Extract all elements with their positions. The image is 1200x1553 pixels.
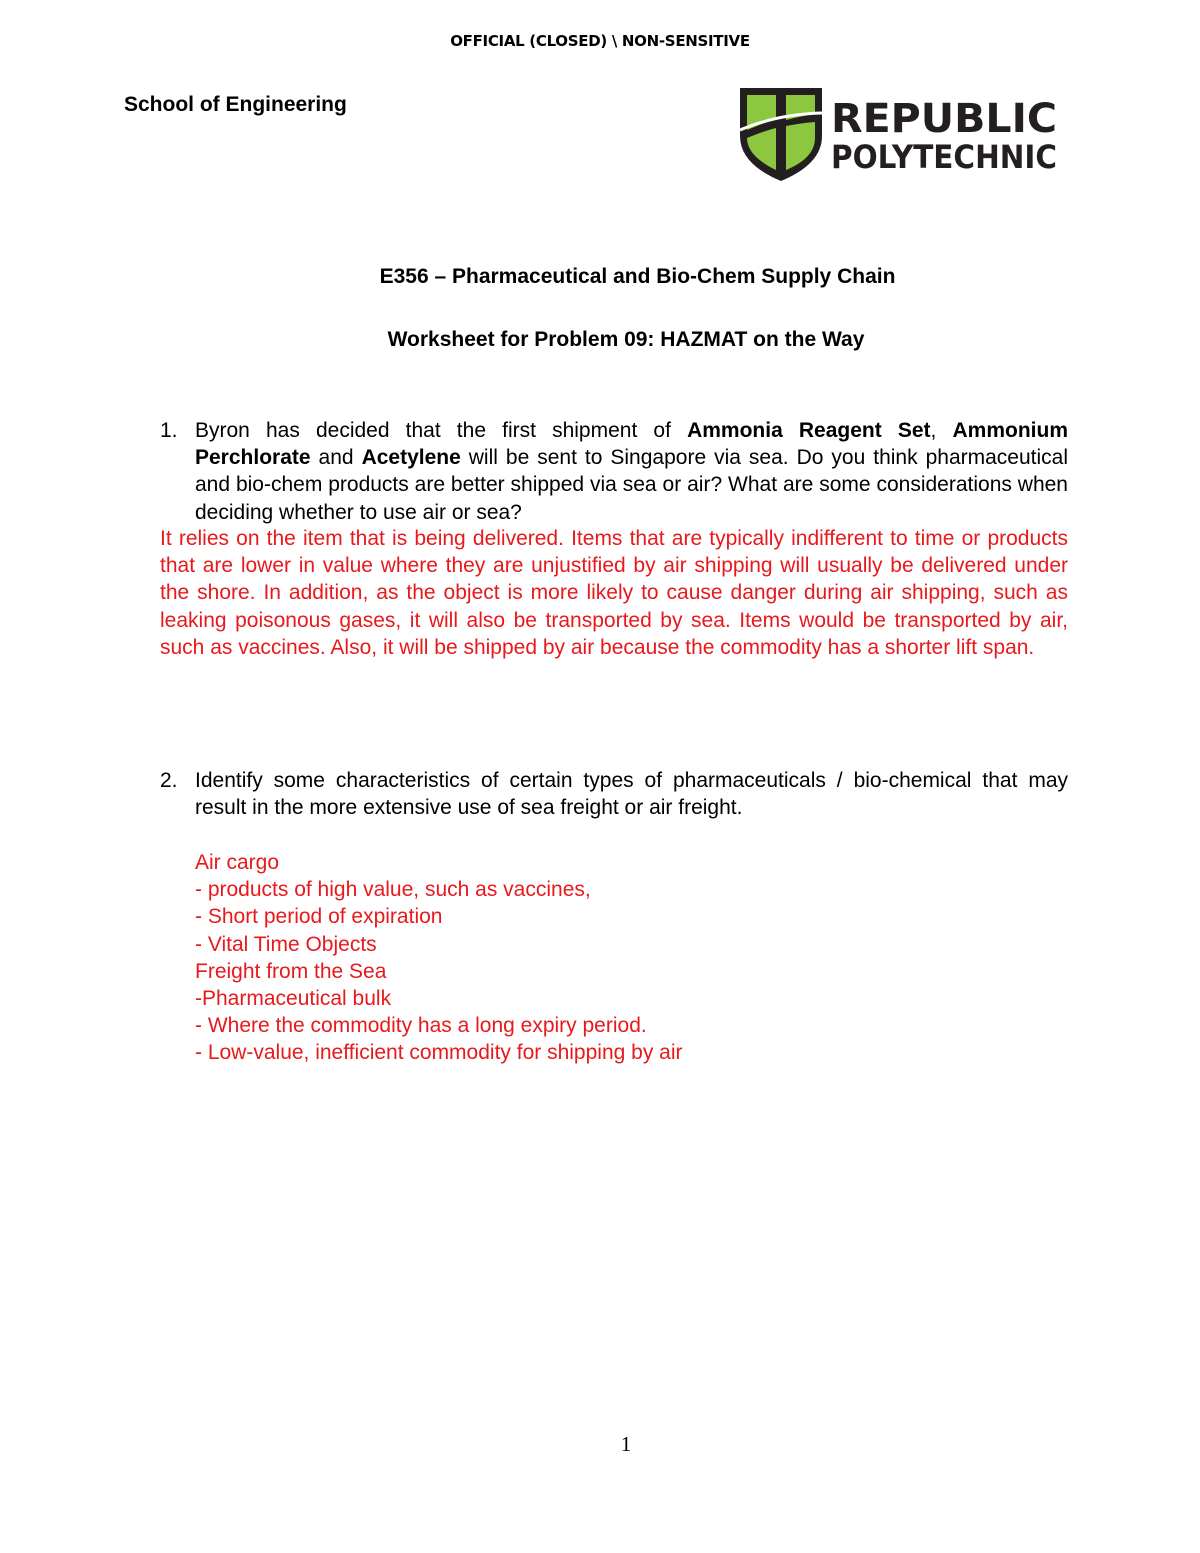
answer-line: - Vital Time Objects [195, 932, 377, 956]
answer-1: It relies on the item that is being delivered. Items that are typically indifferent to time or products that are lower in value where they are unjustified by air shipping will usually be delivered under the shore. In addition, as the object is more likely to cause danger during air shipping, such as leaking poisonous gases, it will also be transported by sea. Items would be transported by air, such as vaccines. Also, it will be shipped by air because the commodity has a shorter lift span. [160, 527, 1068, 659]
classification-header: OFFICIAL (CLOSED) \ NON-SENSITIVE [450, 32, 750, 50]
question-number: 1. [160, 419, 178, 442]
question-2 [160, 767, 1068, 821]
logo-line-2: POLYTECHNIC [831, 138, 1057, 176]
republic-polytechnic-logo [738, 86, 1068, 182]
worksheet-title: Worksheet for Problem 09: HAZMAT on the Way [387, 328, 865, 351]
answer-line: - Low-value, inefficient commodity for shipping by air [195, 1041, 683, 1065]
answer-line: -Pharmaceutical bulk [195, 987, 392, 1011]
question-number: 2. [160, 769, 178, 792]
product-name: Ammonium Perchlorate [195, 419, 1068, 470]
school-name: School of Engineering [124, 93, 347, 116]
answer-line: Freight from the Sea [195, 959, 387, 983]
question-text: Byron has decided that the first shipment of Ammonia Reagent Set, Ammonium Perchlorate and Acetylene will be sent to Singapore via sea. Do you think pharmaceutical and bio-chem products are better shipped via sea or air? What are some considerations when deciding whether to use air or sea? [195, 419, 1068, 524]
course-title: E356 – Pharmaceutical and Bio-Chem Supply Chain [379, 265, 896, 288]
page-number: 1 [620, 1432, 632, 1456]
answer-2 [195, 849, 1055, 1067]
product-name: Ammonia Reagent Set [687, 419, 931, 442]
answer-line: - Short period of expiration [195, 905, 443, 929]
logo-line-1: REPUBLIC [831, 96, 1057, 142]
question-text: Identify some characteristics of certain types of pharmaceuticals / bio-chemical that may result in the more extensive use of sea freight or air freight. [195, 769, 1068, 820]
product-name: Acetylene [361, 446, 461, 470]
answer-line: - products of high value, such as vaccines, [195, 878, 591, 902]
answer-line: - Where the commodity has a long expiry period. [195, 1014, 647, 1038]
shield-logo-icon [740, 88, 822, 181]
question-1 [160, 417, 1068, 526]
answer-line: Air cargo [195, 851, 280, 874]
